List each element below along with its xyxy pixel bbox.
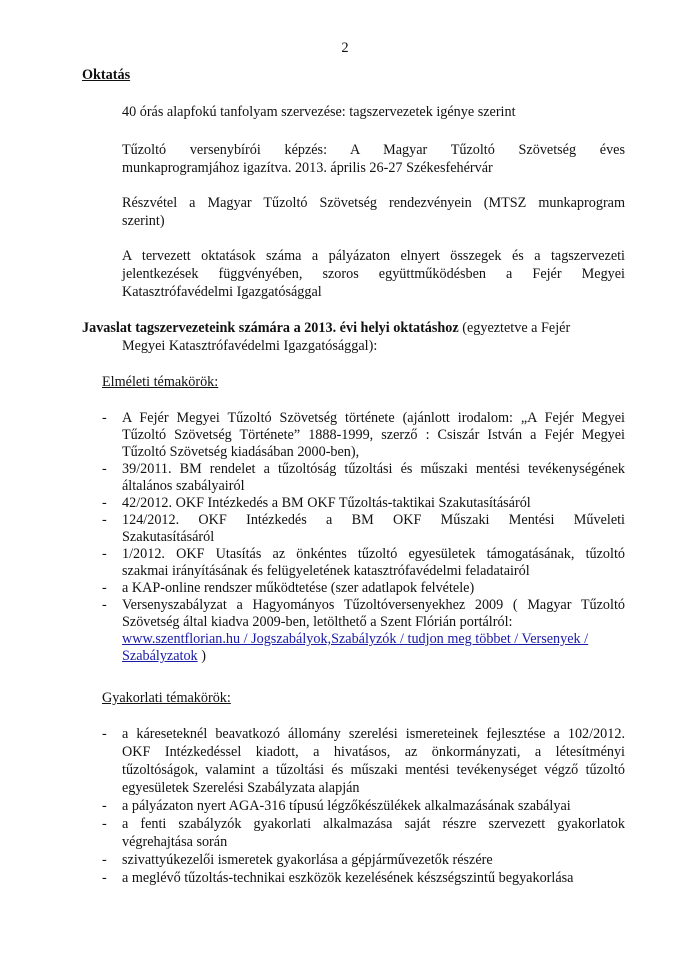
practice-item-2-line1: a pályázaton nyert AGA-316 típusú légzőkészülékek alkalmazásának szabályai [122, 798, 571, 814]
bullet-dash: - [102, 816, 107, 832]
proposal-rest: (egyeztetve a Fejér [458, 320, 571, 336]
paragraph-referee-training-line2: munkaprogramjához igazítva. 2013. április 26-27 Székesfehérvár [122, 160, 493, 176]
bullet-dash: - [102, 495, 107, 511]
theory-item-4-line2: Szakutasításáról [122, 529, 215, 545]
paragraph-planned-line1: A tervezett oktatások száma a pályázaton elnyert összegek és a tagszervezeti [122, 248, 625, 264]
theory-item-1-line3: Tűzoltó Szövetség kiadásában 2000-ben), [122, 444, 360, 460]
page-number: 2 [341, 40, 349, 56]
practice-item-3-line1: a fenti szabályzók gyakorlati alkalmazása saját részre szervezett gyakorlatok [122, 816, 625, 832]
proposal-line2: Megyei Katasztrófavédelmi Igazgatósággal): [122, 338, 378, 354]
theory-item-5-line1: 1/2012. OKF Utasítás az önkéntes tűzoltó egyesületek támogatásának, tűzoltó [122, 546, 625, 562]
szentflorian-link-line2[interactable]: Szabályzatok [122, 648, 198, 664]
bullet-dash: - [102, 798, 107, 814]
paragraph-planned-line2: jelentkezések függvényében, szoros együttműködésben a Fejér Megyei [122, 266, 625, 282]
link-line2-wrapper [122, 648, 206, 665]
theory-item-4-line1: 124/2012. OKF Intézkedés a BM OKF Műszaki Mentési Műveleti [122, 512, 625, 528]
link-close-paren: ) [197, 648, 206, 664]
theory-item-3-line1: 42/2012. OKF Intézkedés a BM OKF Tűzoltás-taktikai Szakutasításáról [122, 495, 531, 511]
practice-item-1-line3: tűzoltóságok, valamint a tűzoltási és műszaki mentési tevékenységet végző tűzoltó [122, 762, 625, 778]
bullet-dash: - [102, 461, 107, 477]
paragraph-referee-training-line1: Tűzoltó versenybírói képzés: A Magyar Tűzoltó Szövetség éves [122, 142, 625, 158]
paragraph-participation-line2: szerint) [122, 213, 165, 229]
theory-item-6-line1: a KAP-online rendszer működtetése (szer adatlapok felvétele) [122, 580, 475, 596]
practice-item-1-line4: egyesületek Szerelési Szabályzata alapján [122, 780, 360, 796]
bullet-dash: - [102, 852, 107, 868]
theory-item-7-line1: Versenyszabályzat a Hagyományos Tűzoltóversenyekhez 2009 ( Magyar Tűzoltó [122, 597, 625, 613]
szentflorian-link-line1[interactable]: www.szentflorian.hu / Jogszabályok,Szabályzók / tudjon meg többet / Versenyek / [122, 631, 589, 647]
theory-item-2-line1: 39/2011. BM rendelet a tűzoltóság tűzoltási és műszaki mentési tevékenységének [122, 461, 625, 477]
section-title: Oktatás [82, 67, 131, 83]
practice-item-3-line2: végrehajtása során [122, 834, 228, 850]
proposal-line1 [82, 320, 570, 337]
practice-item-1-line2: OKF Intézkedéssel kiadott, a hivatásos, az önkormányzati, a létesítményi [122, 744, 625, 760]
bullet-dash: - [102, 512, 107, 528]
bullet-dash: - [102, 410, 107, 426]
bullet-dash: - [102, 870, 107, 886]
theory-item-5-line2: szakmai irányításának és felügyeletének katasztrófavédelmi feladatairól [122, 563, 530, 579]
theory-item-1-line2: Tűzoltó Szövetség Története” 1888-1999, szerző : Csiszár István a Fejér Megyei [122, 427, 625, 443]
proposal-bold: Javaslat tagszervezeteink számára a 2013. évi helyi oktatáshoz [82, 320, 459, 336]
bullet-dash: - [102, 726, 107, 742]
theory-item-1-line1: A Fejér Megyei Tűzoltó Szövetség története (ajánlott irodalom: „A Fejér Megyei [122, 410, 625, 426]
practice-item-1-line1: a káreseteknél beavatkozó állomány szerelési ismereteinek fejlesztése a 102/2012. [122, 726, 625, 742]
paragraph-participation-line1: Részvétel a Magyar Tűzoltó Szövetség rendezvényein (MTSZ munkaprogram [122, 195, 625, 211]
paragraph-basic-course: 40 órás alapfokú tanfolyam szervezése: tagszervezetek igénye szerint [122, 104, 516, 120]
practice-item-5-line1: a meglévő tűzoltás-technikai eszközök kezelésének készségszintű begyakorlása [122, 870, 574, 886]
bullet-dash: - [102, 546, 107, 562]
practice-heading: Gyakorlati témakörök: [102, 690, 231, 706]
paragraph-planned-line3: Katasztrófavédelmi Igazgatósággal [122, 284, 322, 300]
bullet-dash: - [102, 580, 107, 596]
practice-item-4-line1: szivattyúkezelői ismeretek gyakorlása a gépjárművezetők részére [122, 852, 493, 868]
bullet-dash: - [102, 597, 107, 613]
theory-item-2-line2: általános szabályairól [122, 478, 245, 494]
theory-heading: Elméleti témakörök: [102, 374, 219, 390]
theory-item-7-line2: Szövetség által kiadva 2009-ben, letölthető a Szent Flórián portálról: [122, 614, 513, 630]
